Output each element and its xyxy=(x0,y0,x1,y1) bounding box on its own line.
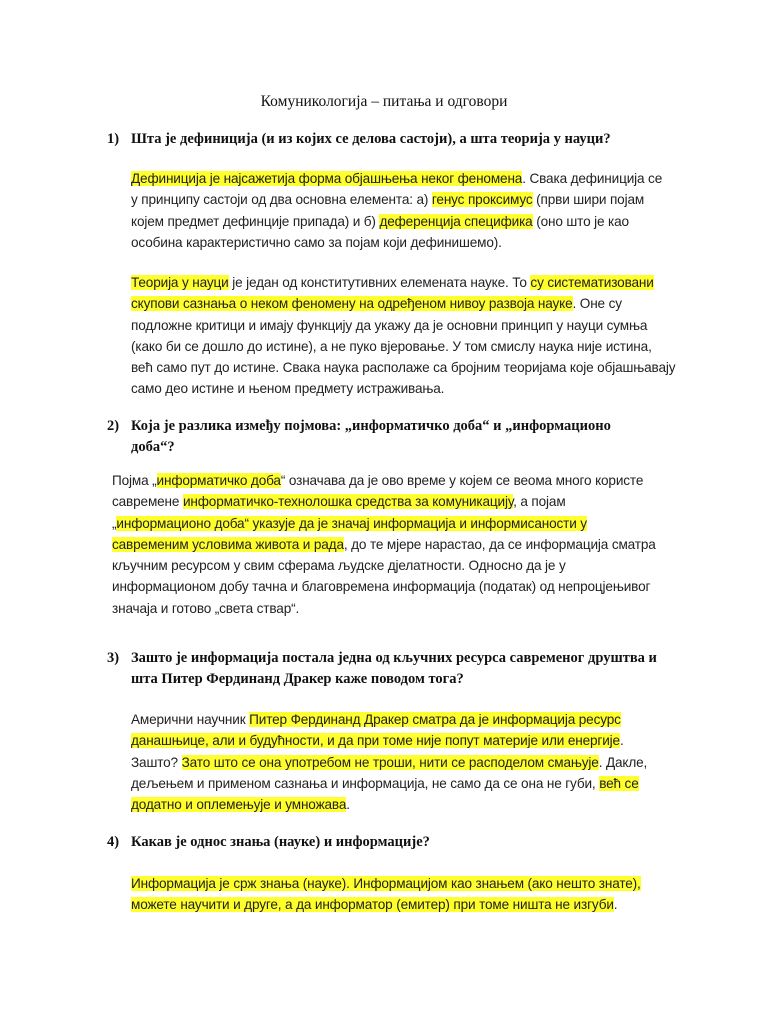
question-text: Зашто је информација постала једна од кључних ресурса савременог друштва и шта Питер Фердинанд Дракер каже поводом тога? xyxy=(131,650,657,687)
text-run: Амерични научник xyxy=(131,712,250,727)
text-run: . Дакле, дељењем и применом сазнања и информација, не само да се она не губи, xyxy=(131,754,648,791)
highlighted-text: Теорија у науци xyxy=(131,275,229,290)
question-3 xyxy=(107,648,682,690)
text-run: Појма „ xyxy=(112,473,157,488)
highlighted-text: генус проксимус xyxy=(431,192,533,208)
highlighted-text: Зато што се она употребом не троши, нити се расподелом смањује xyxy=(181,754,599,770)
question-1 xyxy=(107,129,667,150)
highlighted-text: већ се додатно и оплемењује и умножава xyxy=(131,775,639,813)
text-run: “ означава да је ово време у којем се веома много користе савремене xyxy=(112,473,644,510)
highlighted-text: Дефиниција је најсажетија форма објашњења неког феномена xyxy=(131,171,523,186)
question-text: Која је разлика између појмова: „информатичко доба“ и „информационо доба“? xyxy=(131,418,611,455)
highlighted-text: су систематизовани скупови сазнања о неком феномену на одређеном нивоу развоја науке xyxy=(131,275,654,312)
text-run: , до те мјере нарастао, да се информација сматра кључним ресурсом у свим сферама људске дјелатности. Односно да је у информационом добу тачна и благовремена информација (податак) од непроцјењивог значаја и готово „света ствар“. xyxy=(112,536,656,616)
document-title: Комуникологија – питања и одговори xyxy=(260,93,508,110)
text-run: . Свака дефиниција се у принципу састоји од два основна елемента: а) xyxy=(131,171,663,208)
text-run: . xyxy=(346,797,350,813)
text-run: . Зашто? xyxy=(131,733,624,770)
text-run: је један од конститутивних елемената науке. То xyxy=(228,275,531,290)
highlighted-text: деференција специфика xyxy=(379,213,533,229)
answer-1-paragraph-2 xyxy=(131,272,676,400)
text-run: . xyxy=(613,897,618,913)
question-2 xyxy=(107,416,647,458)
highlighted-text: Информација је срж знања (науке). Информацијом као знањем (ако нешто знате), можете научити и друге, а да информатор (емитер) при томе ништа не изгуби xyxy=(131,876,641,913)
question-number: 4) xyxy=(107,834,120,850)
question-number: 3) xyxy=(107,650,120,666)
highlighted-text: Питер Фердинанд Дракер сматра да је информација ресурс данашњице, али и будућности, и да при томе није попут материје или енергије xyxy=(131,712,621,749)
question-text: Какав је однос знања (науке) и информације? xyxy=(131,834,430,850)
text-run: . Оне су подложне критици и имају функцију да укажу да је основни принцип у науци сумња (како би се дошло до истине), а не пуко вјеровање. У том смислу наука није истина, већ само пут до истине. Свака наука располаже са бројним теоријама које објашњавају само део истине и њеном предмету истраживања. xyxy=(131,296,676,397)
answer-2-paragraph-1 xyxy=(112,470,667,619)
question-number: 1) xyxy=(107,131,120,147)
highlighted-text: информационо доба“ указује да је значај информација и информисаности у савременим условима живота и рада xyxy=(112,515,587,552)
answer-3-paragraph-1 xyxy=(131,709,651,815)
answer-4-paragraph-1 xyxy=(131,873,676,916)
question-text: Шта је дефиниција (и из којих се делова састоји), а шта теорија у науци? xyxy=(131,131,611,147)
highlighted-text: информатичко доба xyxy=(156,473,281,488)
question-number: 2) xyxy=(107,418,120,434)
text-run: (оно што је као особина карактеристично само за појам који дефинишемо). xyxy=(131,213,629,250)
question-4 xyxy=(107,832,667,853)
text-run: , а појам „ xyxy=(112,494,566,531)
text-run: (први шири појам којем предмет дефинције припада) и б) xyxy=(131,192,645,229)
highlighted-text: информатичко-технолошка средства за комуникацију xyxy=(182,494,514,510)
answer-1-paragraph-1 xyxy=(131,168,671,253)
